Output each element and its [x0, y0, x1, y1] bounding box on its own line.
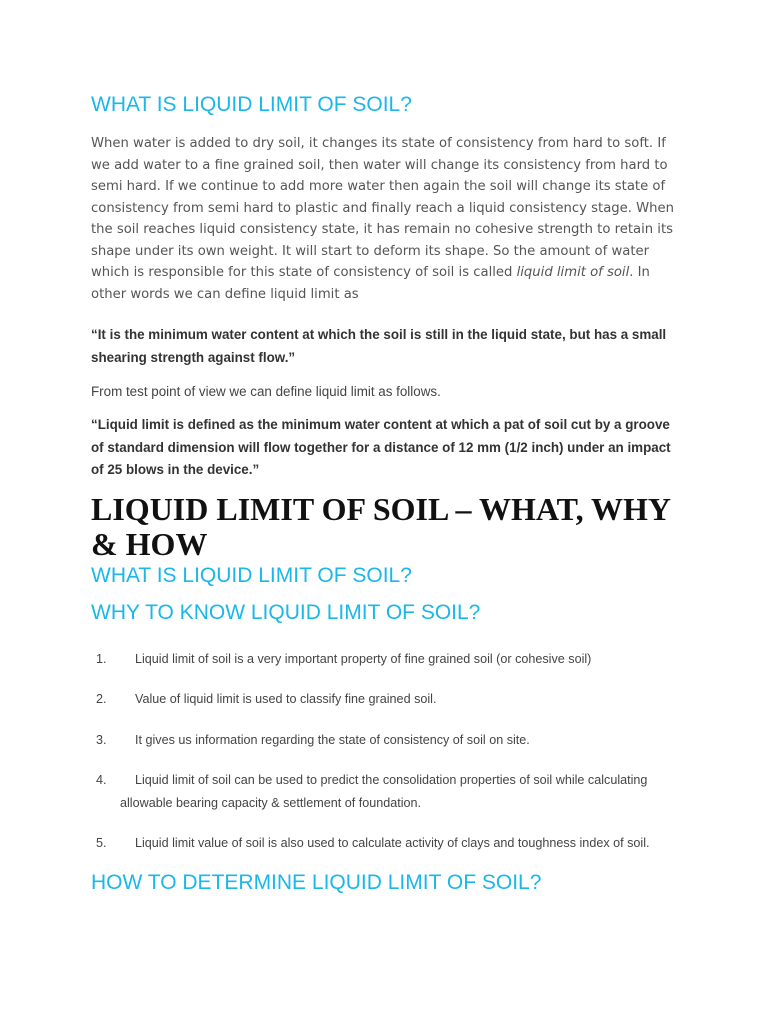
list-item-number: 3. — [96, 733, 107, 747]
list-item-text: Liquid limit value of soil is also used to calculate activity of clays and toughness index of soil. — [135, 836, 650, 850]
list-item-number: 4. — [96, 773, 107, 787]
list-item — [96, 832, 686, 855]
list-item-text: It gives us information regarding the state of consistency of soil on site. — [135, 733, 530, 747]
intro-paragraph — [91, 133, 676, 305]
intro-italic-term: liquid limit of soil — [516, 265, 630, 280]
list-item-continuation: allowable bearing capacity & settlement of foundation. — [120, 795, 422, 810]
list-item — [96, 648, 686, 671]
list-item-number: 1. — [96, 652, 107, 666]
definition-quote-1: “It is the minimum water content at which the soil is still in the liquid state, but has a small shearing strength against flow.” — [91, 327, 667, 365]
definition-quote-2: “Liquid limit is defined as the minimum water content at which a pat of soil cut by a groove of standard dimension will flow together for a distance of 12 mm (1/2 inch) under an impact of 25 blows in the device.” — [91, 417, 671, 477]
main-title: LIQUID LIMIT OF SOIL – WHAT, WHY & HOW — [91, 491, 670, 562]
intro-text-end: . In other words we can define liquid limit as — [91, 265, 650, 302]
list-item — [96, 688, 686, 711]
list-item-text: Liquid limit of soil can be used to predict the consolidation properties of soil while calculating — [135, 773, 648, 787]
test-point-text: From test point of view we can define liquid limit as follows. — [91, 384, 441, 399]
list-item-text: Liquid limit of soil is a very important property of fine grained soil (or cohesive soil) — [135, 652, 592, 666]
list-item — [96, 729, 686, 752]
section-heading-what-is-2: WHAT IS LIQUID LIMIT OF SOIL? — [91, 564, 412, 587]
list-item-number: 2. — [96, 692, 107, 706]
section-heading-what-is: WHAT IS LIQUID LIMIT OF SOIL? — [91, 93, 412, 116]
list-item-number: 5. — [96, 836, 107, 850]
section-heading-how: HOW TO DETERMINE LIQUID LIMIT OF SOIL? — [91, 871, 542, 894]
list-item-text: Value of liquid limit is used to classify fine grained soil. — [135, 692, 437, 706]
intro-text: When water is added to dry soil, it changes its state of consistency from hard to soft. If we add water to a fine grained soil, then water will change its consistency from hard to semi hard. If we continue to add more water then again the soil will change its state of consistency from semi hard to plastic and finally reach a liquid consistency stage. When the soil reaches liquid consistency state, it has remain no cohesive strength to retain its shape under its own weight. It will start to deform its shape. So the amount of water which is responsible for this state of consistency of soil is called — [91, 136, 675, 280]
section-heading-why: WHY TO KNOW LIQUID LIMIT OF SOIL? — [91, 601, 481, 624]
list-item — [96, 769, 686, 814]
